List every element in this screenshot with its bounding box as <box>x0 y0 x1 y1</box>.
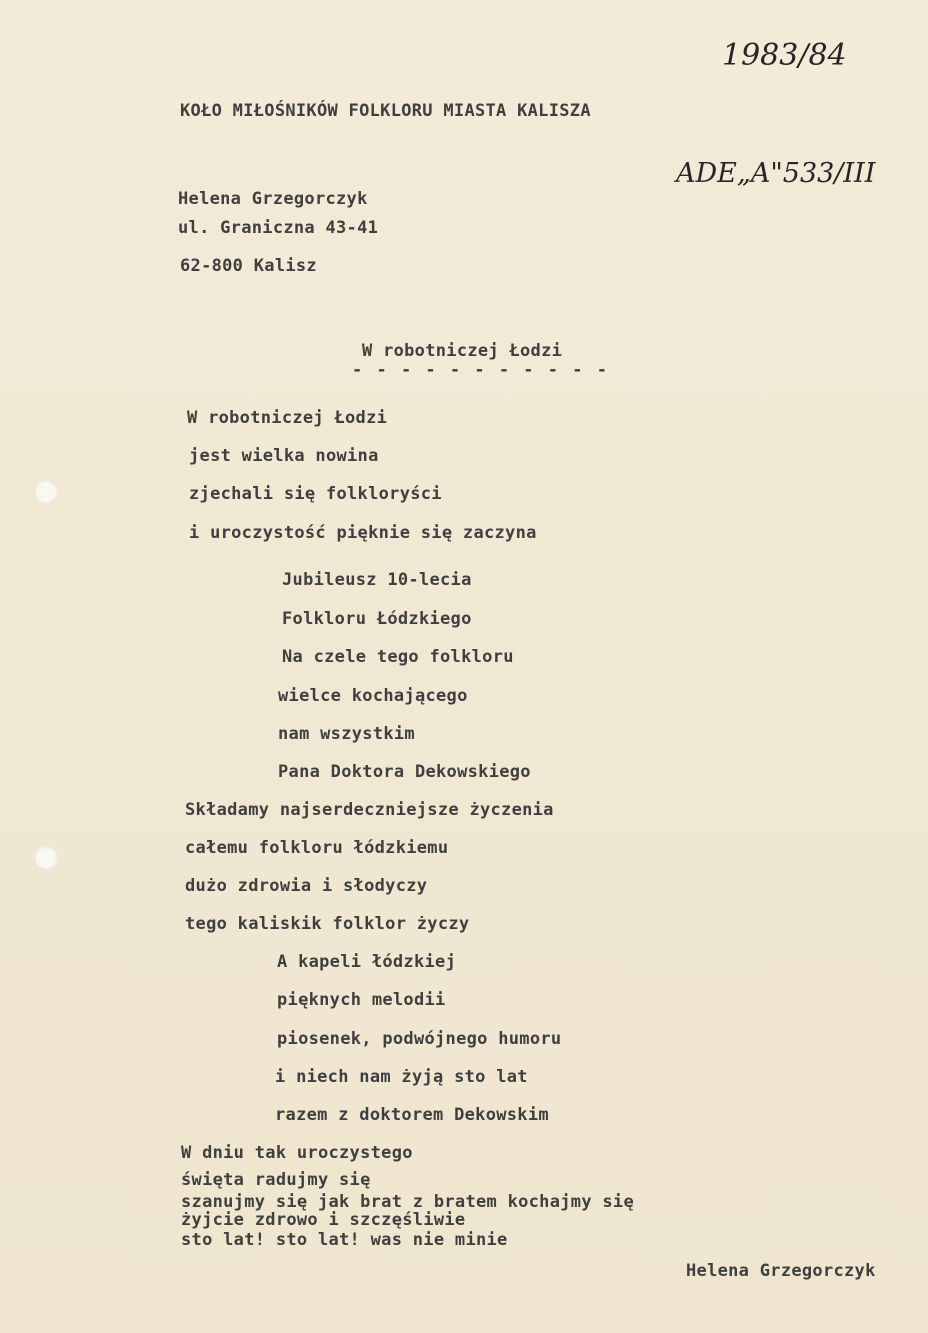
poem-line: szanujmy się jak brat z bratem kochajmy się <box>181 1192 634 1212</box>
sender-name: Helena Grzegorczyk <box>178 189 368 209</box>
poem-line: nam wszystkim <box>278 724 415 744</box>
poem-line: A kapeli łódzkiej <box>277 952 457 972</box>
punch-hole-bottom <box>34 846 58 870</box>
poem-line: Pana Doktora Dekowskiego <box>278 762 531 782</box>
poem-line: żyjcie zdrowo i szczęśliwie <box>181 1210 466 1230</box>
poem-line: święta radujmy się <box>181 1170 371 1190</box>
poem-line: W dniu tak uroczystego <box>181 1143 413 1163</box>
poem-line: piosenek, podwójnego humoru <box>277 1029 562 1049</box>
title-underline: - - - - - - - - - - - <box>352 360 609 380</box>
header-organization: KOŁO MIŁOŚNIKÓW FOLKLORU MIASTA KALISZA <box>180 101 591 121</box>
poem-line: tego kaliskik folklor życzy <box>185 914 470 934</box>
poem-line: całemu folkloru łódzkiemu <box>185 838 449 858</box>
poem-line: dużo zdrowia i słodyczy <box>185 876 428 896</box>
poem-line: Jubileusz 10-lecia <box>282 570 472 590</box>
signature: Helena Grzegorczyk <box>686 1261 876 1281</box>
poem-line: pięknych melodii <box>277 990 446 1010</box>
poem-line: Składamy najserdeczniejsze życzenia <box>185 800 554 820</box>
sender-city: 62-800 Kalisz <box>180 256 317 276</box>
poem-line: Folkloru Łódzkiego <box>282 609 472 629</box>
poem-line: sto lat! sto lat! was nie minie <box>181 1230 508 1250</box>
poem-title: W robotniczej Łodzi <box>362 341 563 361</box>
sender-street: ul. Graniczna 43-41 <box>178 218 379 238</box>
poem-line: zjechali się folkloryści <box>189 484 442 504</box>
poem-line: razem z doktorem Dekowskim <box>275 1105 549 1125</box>
poem-line: wielce kochającego <box>278 686 468 706</box>
poem-line: i niech nam żyją sto lat <box>275 1067 528 1087</box>
poem-line: jest wielka nowina <box>189 446 379 466</box>
poem-line: Na czele tego folkloru <box>282 647 514 667</box>
poem-line: W robotniczej Łodzi <box>187 408 388 428</box>
handwritten-year: 1983/84 <box>722 38 847 73</box>
punch-hole-top <box>34 480 58 504</box>
poem-line: i uroczystość pięknie się zaczyna <box>189 523 537 543</box>
handwritten-archive-ref: ADE„A"533/III <box>676 158 876 189</box>
